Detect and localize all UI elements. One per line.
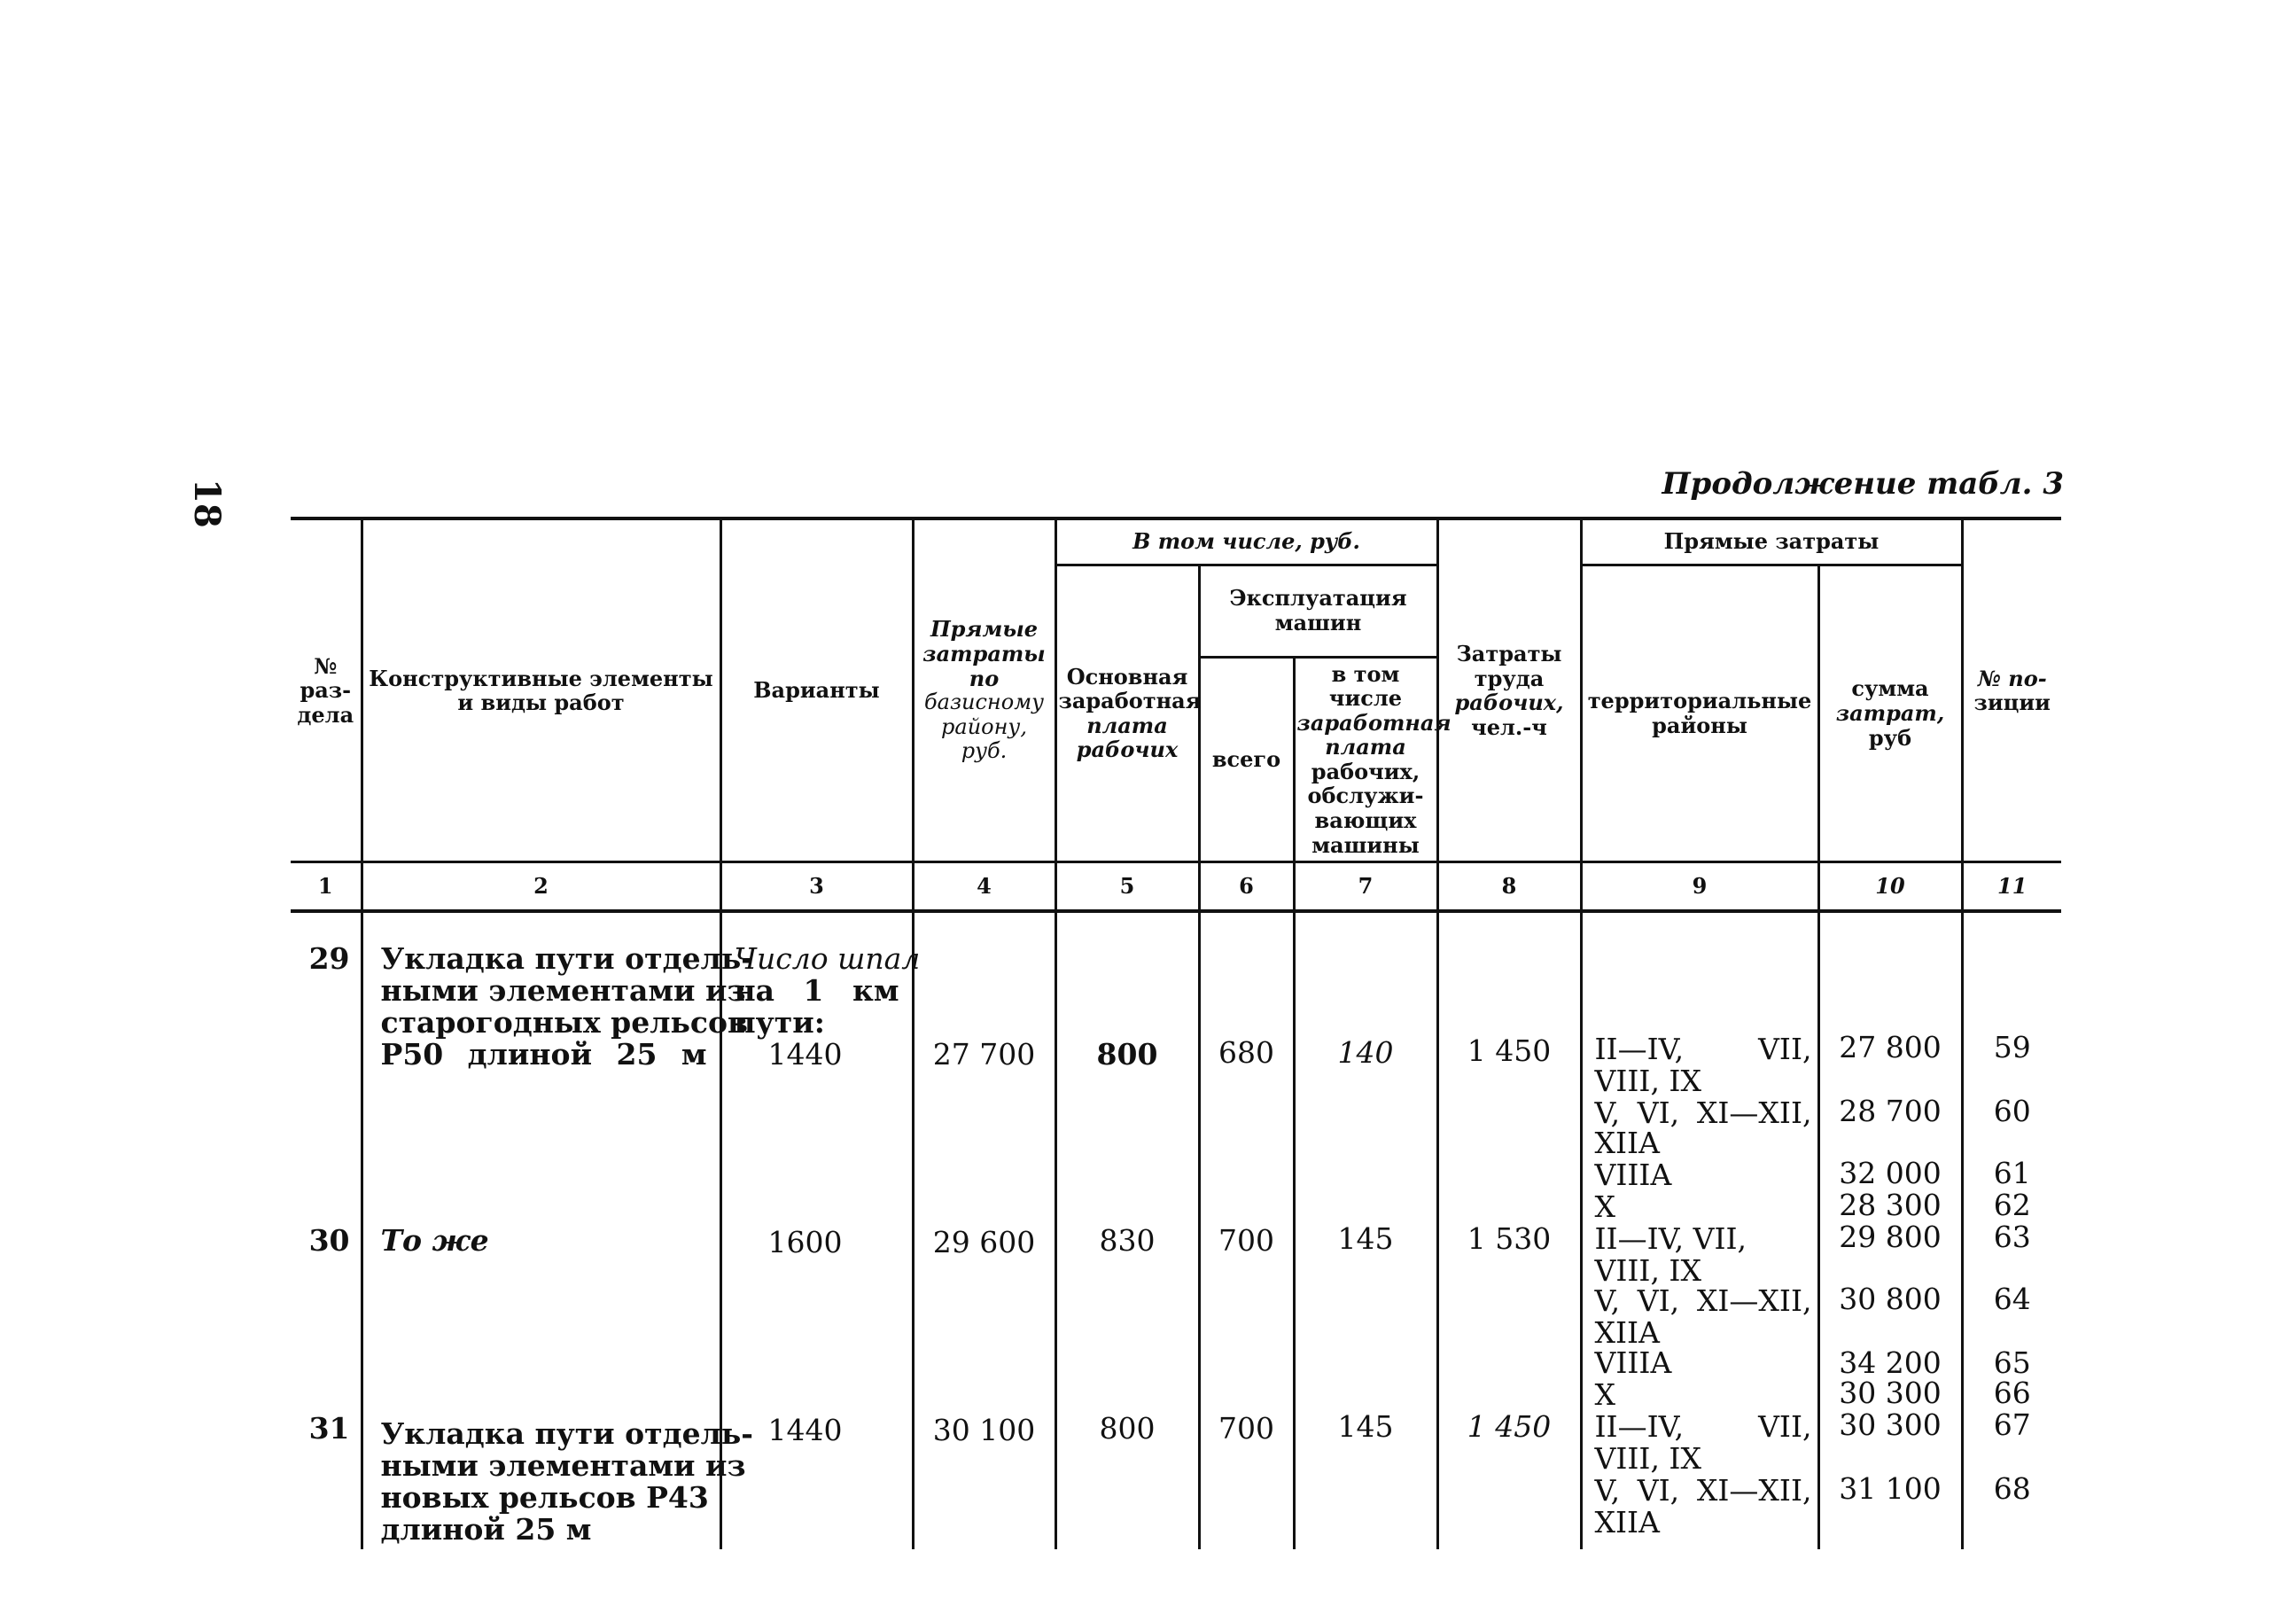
position-number: 67 bbox=[1993, 1407, 2031, 1443]
machine-wages-column bbox=[1294, 911, 1437, 1549]
machine-total: 700 bbox=[1218, 1223, 1274, 1259]
direct-base-cost: 27 700 bbox=[932, 1037, 1036, 1072]
direct-base-cost-column bbox=[913, 911, 1055, 1549]
column-number: 4 bbox=[913, 862, 1055, 912]
cost-sum: 30 800 bbox=[1839, 1282, 1942, 1317]
position-number: 68 bbox=[1993, 1471, 2031, 1507]
position-number: 62 bbox=[1993, 1188, 2031, 1223]
section-number: 29 bbox=[308, 941, 350, 977]
cost-sum: 34 200 bbox=[1839, 1345, 1942, 1381]
work-description-line: Укладка пути отдель- bbox=[380, 941, 753, 977]
header-labor-costs: Затраты труда рабочих, чел.-ч bbox=[1437, 518, 1581, 862]
column-number: 2 bbox=[362, 862, 720, 912]
position-number-column bbox=[1962, 911, 2061, 1549]
region-name: X bbox=[1594, 1189, 1615, 1225]
header-regions: территориальные районы bbox=[1581, 565, 1818, 862]
region-name: VIII, IX bbox=[1594, 1441, 1701, 1477]
region-name: XIIA bbox=[1594, 1315, 1660, 1351]
region-name: II—IV, VII, bbox=[1594, 1221, 1747, 1257]
cost-sum: 32 000 bbox=[1839, 1156, 1942, 1191]
section-number: 30 bbox=[308, 1223, 350, 1259]
variant-value: 1600 bbox=[767, 1225, 843, 1260]
cost-sum: 27 800 bbox=[1839, 1030, 1942, 1065]
header-cost-sum: сумма затрат, руб bbox=[1818, 565, 1962, 862]
column-number: 3 bbox=[720, 862, 913, 912]
cost-sum: 29 800 bbox=[1839, 1220, 1942, 1255]
position-number: 60 bbox=[1993, 1094, 2031, 1129]
region-name: V, VI, XI—XII, bbox=[1594, 1473, 1812, 1508]
labor-costs: 1 450 bbox=[1467, 1409, 1552, 1445]
column-number: 1 bbox=[291, 862, 362, 912]
direct-base-cost: 29 600 bbox=[932, 1225, 1036, 1260]
cost-sum: 28 300 bbox=[1839, 1188, 1942, 1223]
column-number: 5 bbox=[1055, 862, 1199, 912]
header-machine-wages: в том числе заработная плата рабочих, обслужи- вающих машины bbox=[1294, 657, 1437, 862]
work-description-line: Р50 длиной 25 м bbox=[380, 1037, 707, 1072]
regions-column bbox=[1581, 911, 1818, 1549]
region-name: XIIA bbox=[1594, 1505, 1660, 1540]
position-number: 66 bbox=[1993, 1376, 2031, 1411]
direct-base-cost: 30 100 bbox=[932, 1413, 1036, 1448]
position-number: 63 bbox=[1993, 1220, 2031, 1255]
cost-sum: 28 700 bbox=[1839, 1094, 1942, 1129]
position-number: 64 bbox=[1993, 1282, 2031, 1317]
column-number: 6 bbox=[1199, 862, 1294, 912]
position-number: 61 bbox=[1993, 1156, 2031, 1191]
column-number: 11 bbox=[1962, 862, 2061, 912]
machine-total: 700 bbox=[1218, 1411, 1274, 1446]
region-name: II—IV, VII, bbox=[1594, 1032, 1812, 1067]
cost-sum: 31 100 bbox=[1839, 1471, 1942, 1507]
variant-label-line: Число шпал bbox=[734, 941, 921, 977]
base-wages: 800 bbox=[1099, 1411, 1156, 1446]
machine-wages: 145 bbox=[1337, 1409, 1394, 1445]
cost-sum: 30 300 bbox=[1839, 1376, 1942, 1411]
section-number: 31 bbox=[308, 1411, 350, 1446]
column-number: 8 bbox=[1437, 862, 1581, 912]
page-number: 18 bbox=[186, 479, 228, 528]
work-description-line: ными элементами из bbox=[380, 1448, 746, 1484]
header-machine-total: всего bbox=[1199, 657, 1294, 862]
header-variants: Варианты bbox=[720, 518, 913, 862]
header-work-elements: Конструктивные элементы и виды работ bbox=[362, 518, 720, 862]
header-position-number: № по- зиции bbox=[1962, 518, 2061, 862]
machine-total: 680 bbox=[1218, 1035, 1274, 1071]
machine-wages: 145 bbox=[1337, 1221, 1394, 1257]
position-number: 65 bbox=[1993, 1345, 2031, 1381]
labor-costs: 1 530 bbox=[1467, 1221, 1552, 1257]
column-number: 7 bbox=[1294, 862, 1437, 912]
work-description-line: ными элементами из bbox=[380, 973, 746, 1009]
variants-column bbox=[720, 911, 921, 1549]
machine-wages: 140 bbox=[1337, 1035, 1394, 1071]
work-description-line: То же bbox=[380, 1223, 489, 1259]
variant-value: 1440 bbox=[767, 1037, 843, 1072]
region-name: VIII, IX bbox=[1594, 1064, 1701, 1099]
region-name: V, VI, XI—XII, bbox=[1594, 1095, 1812, 1131]
column-number: 9 bbox=[1581, 862, 1818, 912]
position-number: 59 bbox=[1993, 1030, 2031, 1065]
base-wages: 800 bbox=[1096, 1037, 1158, 1072]
region-name: VIIIA bbox=[1594, 1345, 1672, 1381]
header-base-wages: Основная заработная плата рабочих bbox=[1055, 565, 1199, 862]
region-name: XIIA bbox=[1594, 1126, 1660, 1161]
cost-table bbox=[291, 517, 2061, 1549]
header-group-direct-costs: Прямые затраты bbox=[1581, 518, 1962, 565]
table-caption: Продолжение табл. 3 bbox=[1662, 466, 2064, 502]
work-description-line: новых рельсов Р43 bbox=[380, 1480, 709, 1516]
work-description-column bbox=[362, 911, 753, 1549]
labor-costs: 1 450 bbox=[1467, 1033, 1552, 1069]
base-wages-column bbox=[1055, 911, 1199, 1549]
labor-costs-column bbox=[1437, 911, 1581, 1549]
header-direct-base-costs: Прямые затраты по базисному району, руб. bbox=[913, 518, 1055, 862]
base-wages: 830 bbox=[1099, 1223, 1156, 1259]
header-group-machine-operation: Эксплуатация машин bbox=[1199, 565, 1437, 657]
work-description-line: Укладка пути отдель- bbox=[380, 1416, 753, 1452]
region-name: X bbox=[1594, 1377, 1615, 1413]
variant-value: 1440 bbox=[767, 1413, 843, 1448]
column-number: 10 bbox=[1818, 862, 1962, 912]
region-name: V, VI, XI—XII, bbox=[1594, 1283, 1812, 1319]
variant-label-line: на 1 км bbox=[734, 973, 899, 1009]
header-section-number: № раз- дела bbox=[291, 518, 362, 862]
work-description-line: длиной 25 м bbox=[380, 1512, 592, 1547]
region-name: VIII, IX bbox=[1594, 1253, 1701, 1289]
cost-sum-column bbox=[1818, 911, 1962, 1549]
header-group-including: В том числе, руб. bbox=[1055, 518, 1437, 565]
work-description-line: старогодных рельсов bbox=[380, 1005, 748, 1041]
machine-total-column bbox=[1199, 911, 1294, 1549]
region-name: II—IV, VII, bbox=[1594, 1409, 1812, 1445]
variant-label-line: пути: bbox=[734, 1005, 825, 1041]
cost-sum: 30 300 bbox=[1839, 1407, 1942, 1443]
section-number-column bbox=[291, 911, 362, 1549]
region-name: VIIIA bbox=[1594, 1158, 1672, 1193]
